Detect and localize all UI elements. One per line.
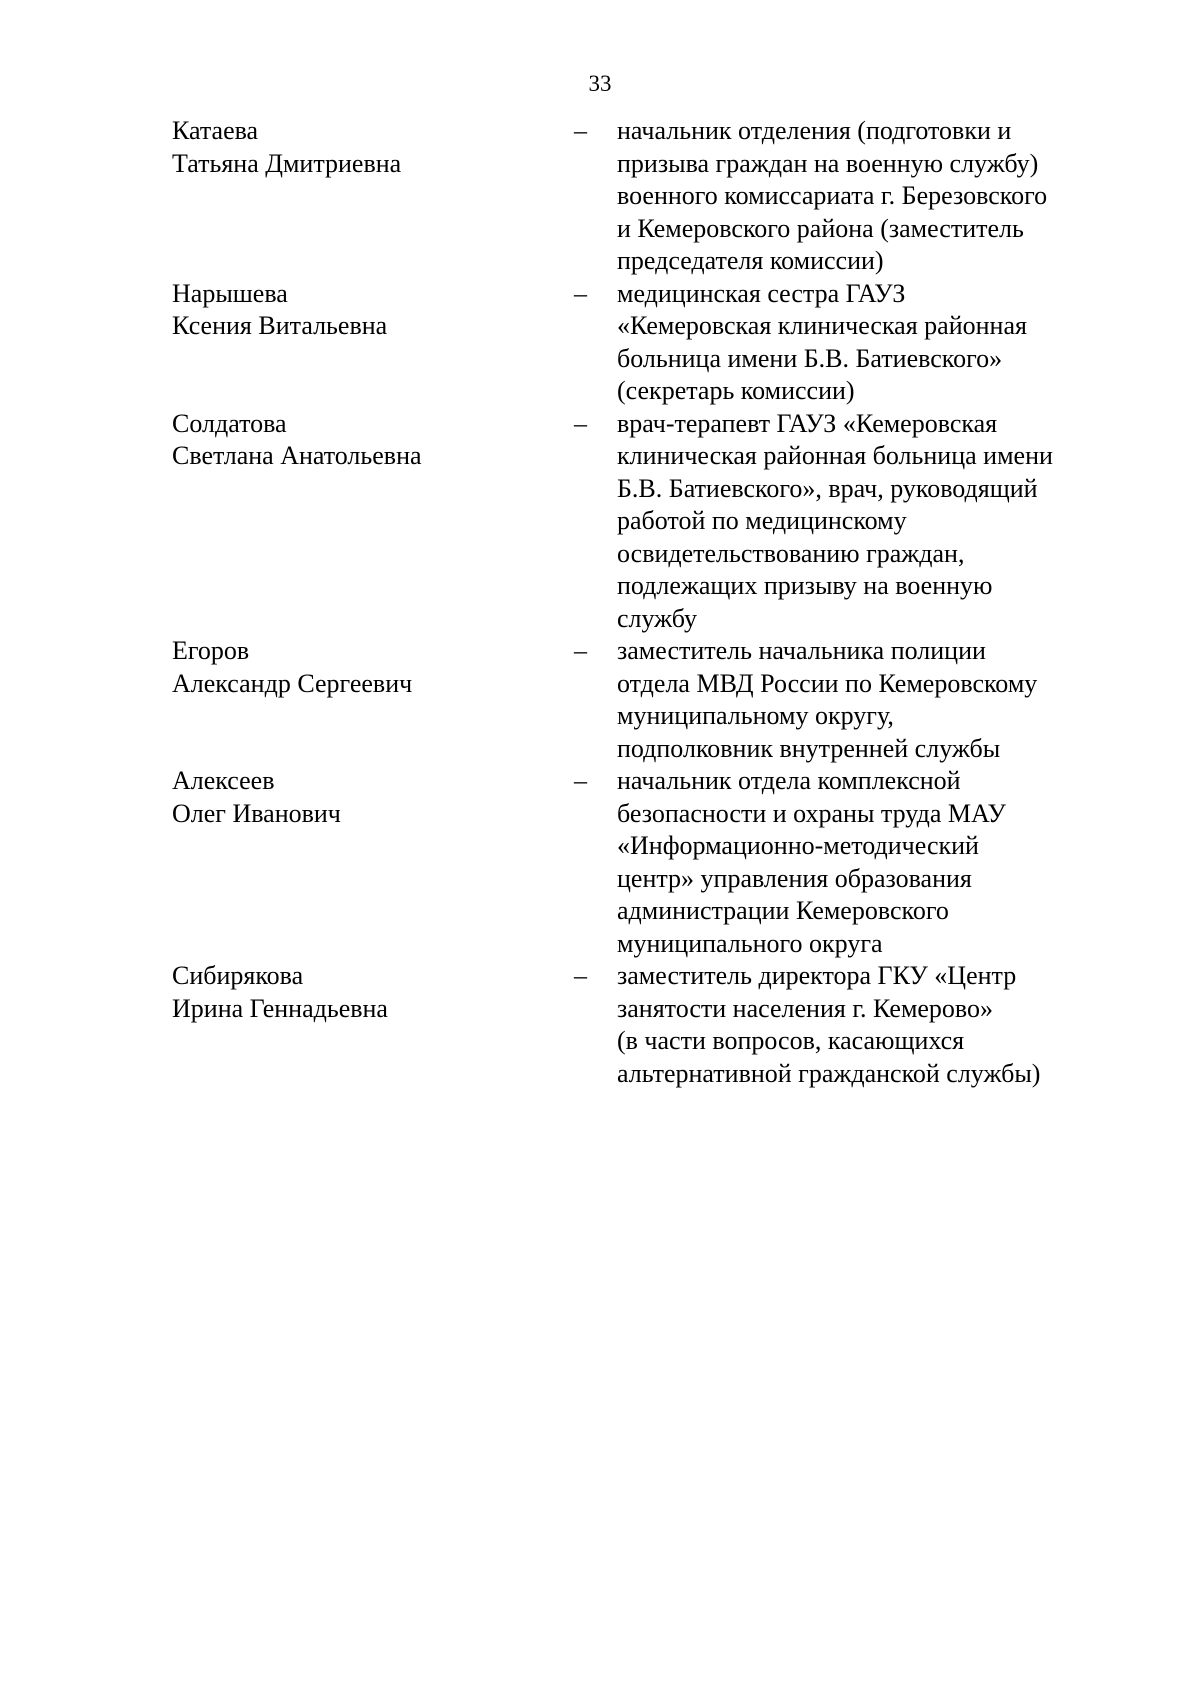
role-line: (секретарь комиссии) <box>617 376 855 405</box>
member-entry <box>0 960 1200 1090</box>
member-role <box>617 960 1097 1090</box>
role-line: освидетельствованию граждан, <box>617 538 965 568</box>
role-line: «Кемеровская клиническая районная <box>617 311 1027 340</box>
member-surname: Катаева <box>172 116 259 145</box>
member-name <box>172 960 552 1025</box>
member-surname: Солдатова <box>172 408 287 438</box>
role-line: заместитель директора ГКУ «Центр <box>617 961 1017 990</box>
member-surname: Алексеев <box>172 766 275 795</box>
role-line: военного комиссариата г. Березовского <box>617 181 1048 210</box>
role-line: подлежащих призыву на военную <box>617 571 993 600</box>
member-entry <box>0 278 1200 408</box>
member-given-names: Александр Сергеевич <box>172 668 413 698</box>
role-line: председателя комиссии) <box>617 246 884 275</box>
member-given-names: Олег Иванович <box>172 798 341 828</box>
member-given-names: Татьяна Дмитриевна <box>172 148 402 178</box>
member-surname: Егоров <box>172 636 250 665</box>
role-line: муниципальному округу, <box>617 701 894 730</box>
member-entry <box>0 635 1200 765</box>
role-line: клиническая районная больница имени <box>617 441 1053 470</box>
dash-separator: – <box>574 766 587 795</box>
member-name <box>172 408 552 473</box>
member-surname: Сибирякова <box>172 961 304 990</box>
role-line: начальник отделения (подготовки и <box>617 116 1012 145</box>
dash-separator: – <box>574 961 587 990</box>
member-role <box>617 115 1097 278</box>
role-line: службу <box>617 603 698 633</box>
dash-separator: – <box>574 408 587 438</box>
role-line: заместитель начальника полиции <box>617 636 986 665</box>
member-given-names: Светлана Анатольевна <box>172 441 422 470</box>
member-given-names: Ирина Геннадьевна <box>172 993 388 1023</box>
role-line: Б.В. Батиевского», врач, руководящий <box>617 473 1038 503</box>
role-line: (в части вопросов, касающихся <box>617 1026 965 1055</box>
member-role <box>617 408 1097 636</box>
dash-separator: – <box>574 278 587 308</box>
member-role <box>617 635 1097 765</box>
role-line: безопасности и охраны труда МАУ <box>617 798 1006 828</box>
role-line: начальник отдела комплексной <box>617 766 961 795</box>
member-entry <box>0 408 1200 636</box>
dash-separator: – <box>574 636 587 665</box>
member-given-names: Ксения Витальевна <box>172 311 388 340</box>
role-line: центр» управления образования <box>617 863 972 893</box>
role-line: альтернативной гражданской службы) <box>617 1058 1041 1088</box>
role-line: больница имени Б.В. Батиевского» <box>617 343 1003 373</box>
role-line: «Информационно-методический <box>617 831 979 860</box>
role-line: врач-терапевт ГАУЗ «Кемеровская <box>617 408 998 438</box>
member-role <box>617 765 1097 960</box>
member-name <box>172 115 552 180</box>
member-name <box>172 765 552 830</box>
role-line: администрации Кемеровского <box>617 896 949 925</box>
role-line: занятости населения г. Кемерово» <box>617 993 994 1023</box>
role-line: муниципального округа <box>617 928 883 958</box>
commission-member-list <box>0 115 1200 1090</box>
dash-separator: – <box>574 116 587 145</box>
member-name <box>172 278 552 343</box>
member-surname: Нарышева <box>172 278 288 308</box>
member-entry <box>0 765 1200 960</box>
member-entry <box>0 115 1200 278</box>
role-line: работой по медицинскому <box>617 506 907 535</box>
member-name <box>172 635 552 700</box>
page-number: 33 <box>588 71 612 96</box>
role-line: медицинская сестра ГАУЗ <box>617 278 906 308</box>
role-line: подполковник внутренней службы <box>617 733 1001 763</box>
role-line: отдела МВД России по Кемеровскому <box>617 668 1038 698</box>
role-line: и Кемеровского района (заместитель <box>617 213 1024 243</box>
member-role <box>617 278 1097 408</box>
role-line: призыва граждан на военную службу) <box>617 148 1039 178</box>
